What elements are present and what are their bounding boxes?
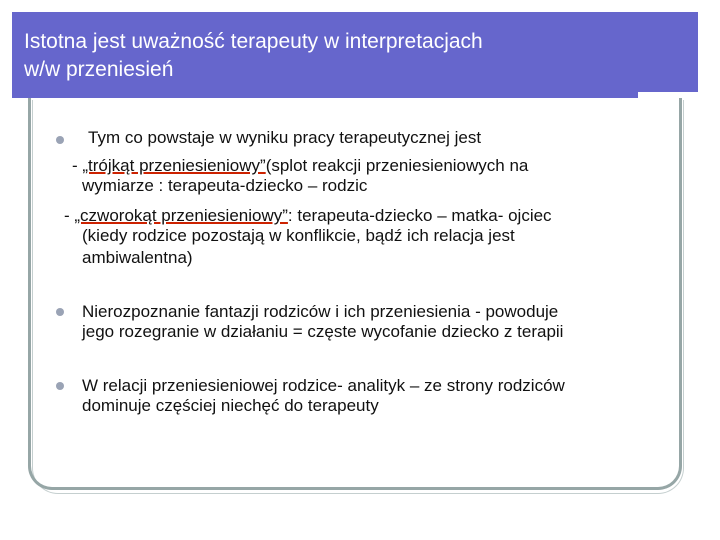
bullet-1-sub-1-line-2: wymiarze : terapeuta-dziecko – rodzic — [82, 176, 368, 195]
bullet-2-line-1: Nierozpoznanie fantazji rodziców i ich przeniesienia - powoduje — [82, 302, 559, 321]
bullet-1-sub-2 — [64, 206, 552, 226]
dash: - — [64, 206, 75, 225]
bullet-1-lead: Tym co powstaje w wyniku pracy terapeutycznej jest — [88, 128, 482, 147]
title-line-1: Istotna jest uważność terapeuty w interpretacjach — [24, 30, 483, 53]
trojkat-term: „trójkąt przeniesieniowy” — [82, 156, 266, 175]
bullet-dot-icon — [56, 382, 64, 390]
title-line-2: w/w przeniesień — [24, 58, 174, 81]
bullet-1-sub-2-line-3: ambiwalentna) — [82, 248, 193, 267]
slide-title — [24, 28, 644, 84]
bullet-dot-icon — [56, 136, 64, 144]
bullet-3-line-1: W relacji przeniesieniowej rodzice- analityk – ze strony rodziców — [82, 376, 565, 395]
bullet-dot-icon — [56, 308, 64, 316]
bullet-1-sub-1 — [72, 156, 528, 176]
dash: - — [72, 156, 83, 175]
bullet-1-sub-1-rest: (splot reakcji przeniesieniowych na — [265, 156, 529, 175]
bullet-1-sub-2-line-2: (kiedy rodzice pozostają w konflikcie, bądź ich relacja jest — [82, 226, 515, 245]
bullet-2-line-2: jego rozegranie w działaniu = częste wycofanie dziecko z terapii — [82, 322, 564, 341]
bullet-1-sub-2-rest: : terapeuta-dziecko – matka- ojciec — [287, 206, 552, 225]
czworokat-term: „czworokąt przeniesieniowy” — [74, 206, 288, 225]
bullet-3-line-2: dominuje częściej niechęć do terapeuty — [82, 396, 379, 415]
